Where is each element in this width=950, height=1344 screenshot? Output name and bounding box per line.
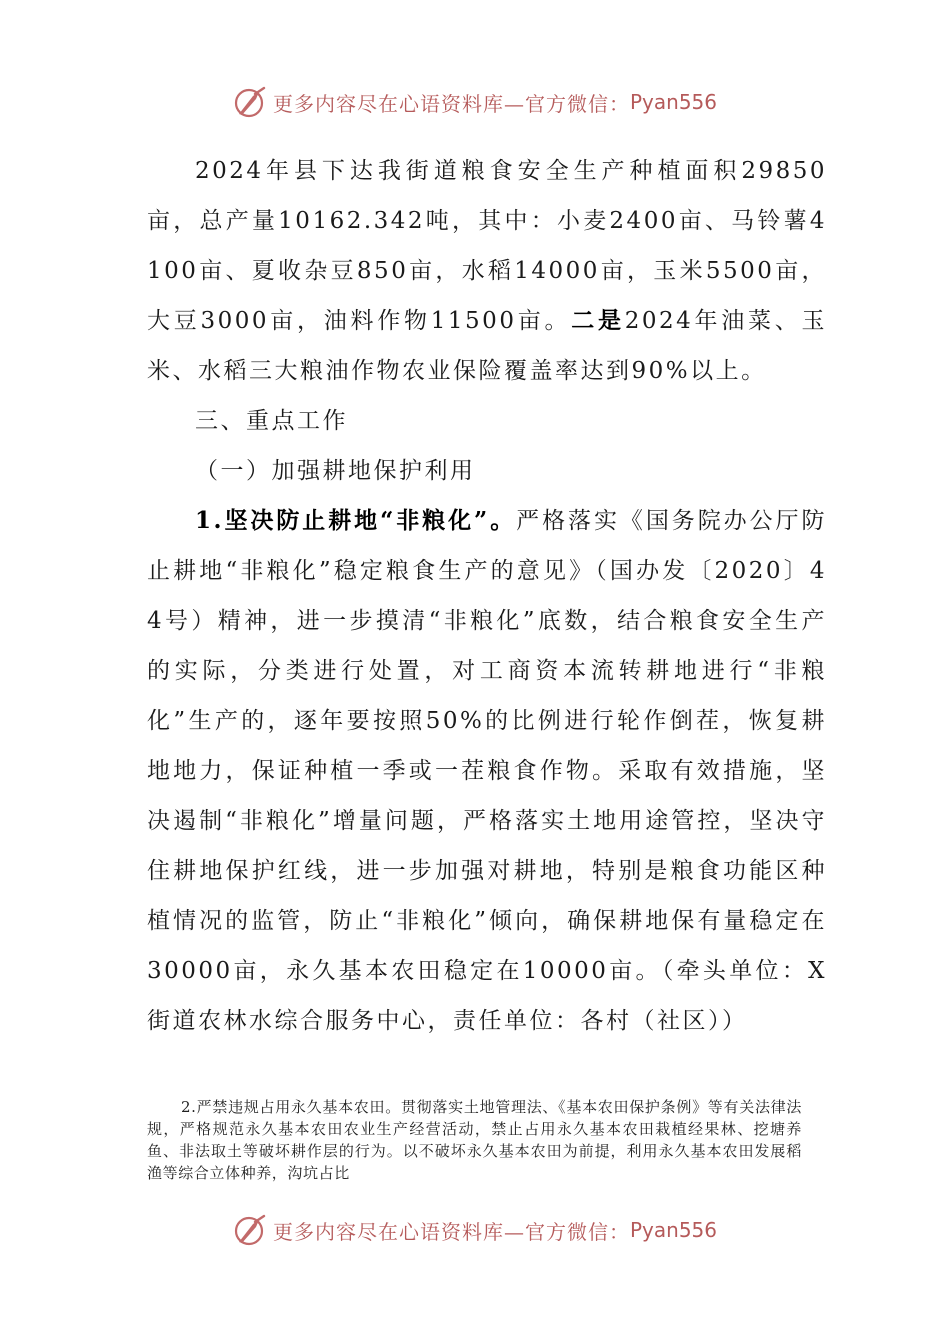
- document-body: [147, 146, 827, 1046]
- paragraph-item-2: 2.严禁违规占用永久基本农田。贯彻落实土地管理法、《基本农田保护条例》等有关法律法规，严格规范永久基本农田农业生产经营活动，禁止占用永久基本农田栽植经果林、挖塘养鱼、非法取土等破坏耕作层的行为。以不破坏永久基本农田为前提，利用永久基本农田发展稻渔等综合立体种养，沟坑占比: [147, 1098, 802, 1182]
- section-heading: 三、重点工作: [195, 408, 348, 434]
- watermark-wechat-id: Pyan556: [629, 1218, 717, 1242]
- paragraph-item-1: [147, 496, 827, 1046]
- subsection-heading: （一）加强耕地保护利用: [195, 458, 476, 484]
- pen-logo-icon: [233, 1212, 269, 1248]
- pen-logo-icon: [233, 84, 269, 120]
- watermark-banner-bottom: [0, 1210, 950, 1250]
- paragraph-text: 2024年县下达我街道粮食安全生产种植面积29850亩，总产量10162.342吨，其中：小麦2400亩、马铃薯4100亩、夏收杂豆850亩，水稻14000亩，玉米5500亩，大豆3000亩，油料作物11500亩。: [147, 158, 827, 334]
- watermark-wechat-id: Pyan556: [629, 90, 717, 114]
- watermark-banner-top: [0, 82, 950, 122]
- bold-lead: 二是: [571, 307, 625, 334]
- item-1-title: 1.坚决防止耕地“非粮化”。: [195, 507, 517, 534]
- watermark-text: 更多内容尽在心语资料库—官方微信：: [272, 91, 630, 116]
- paragraph-output-stats: [147, 146, 827, 396]
- paragraph-text-tail: 2024年油菜、玉米、水稻三大粮油作物农业保险覆盖率达到90%以上。: [147, 308, 827, 384]
- watermark-text: 更多内容尽在心语资料库—官方微信：: [272, 1219, 630, 1244]
- item-1-text: 严格落实《国务院办公厅防止耕地“非粮化”稳定粮食生产的意见》（国办发〔2020〕44号）精神，进一步摸清“非粮化”底数，结合粮食安全生产的实际，分类进行处置，对工商资本流转耕地进行“非粮化”生产的，逐年要按照50%的比例进行轮作倒茬，恢复耕地地力，保证种植一季或一茬粮食作物。采取有效措施，坚决遏制“非粮化”增量问题，严格落实土地用途管控，坚决守住耕地保护红线，进一步加强对耕地，特别是粮食功能区种植情况的监管，防止“非粮化”倾向，确保耕地保有量稳定在30000亩，永久基本农田稳定在10000亩。（牵头单位：X街道农林水综合服务中心，责任单位：各村（社区））: [147, 508, 827, 1034]
